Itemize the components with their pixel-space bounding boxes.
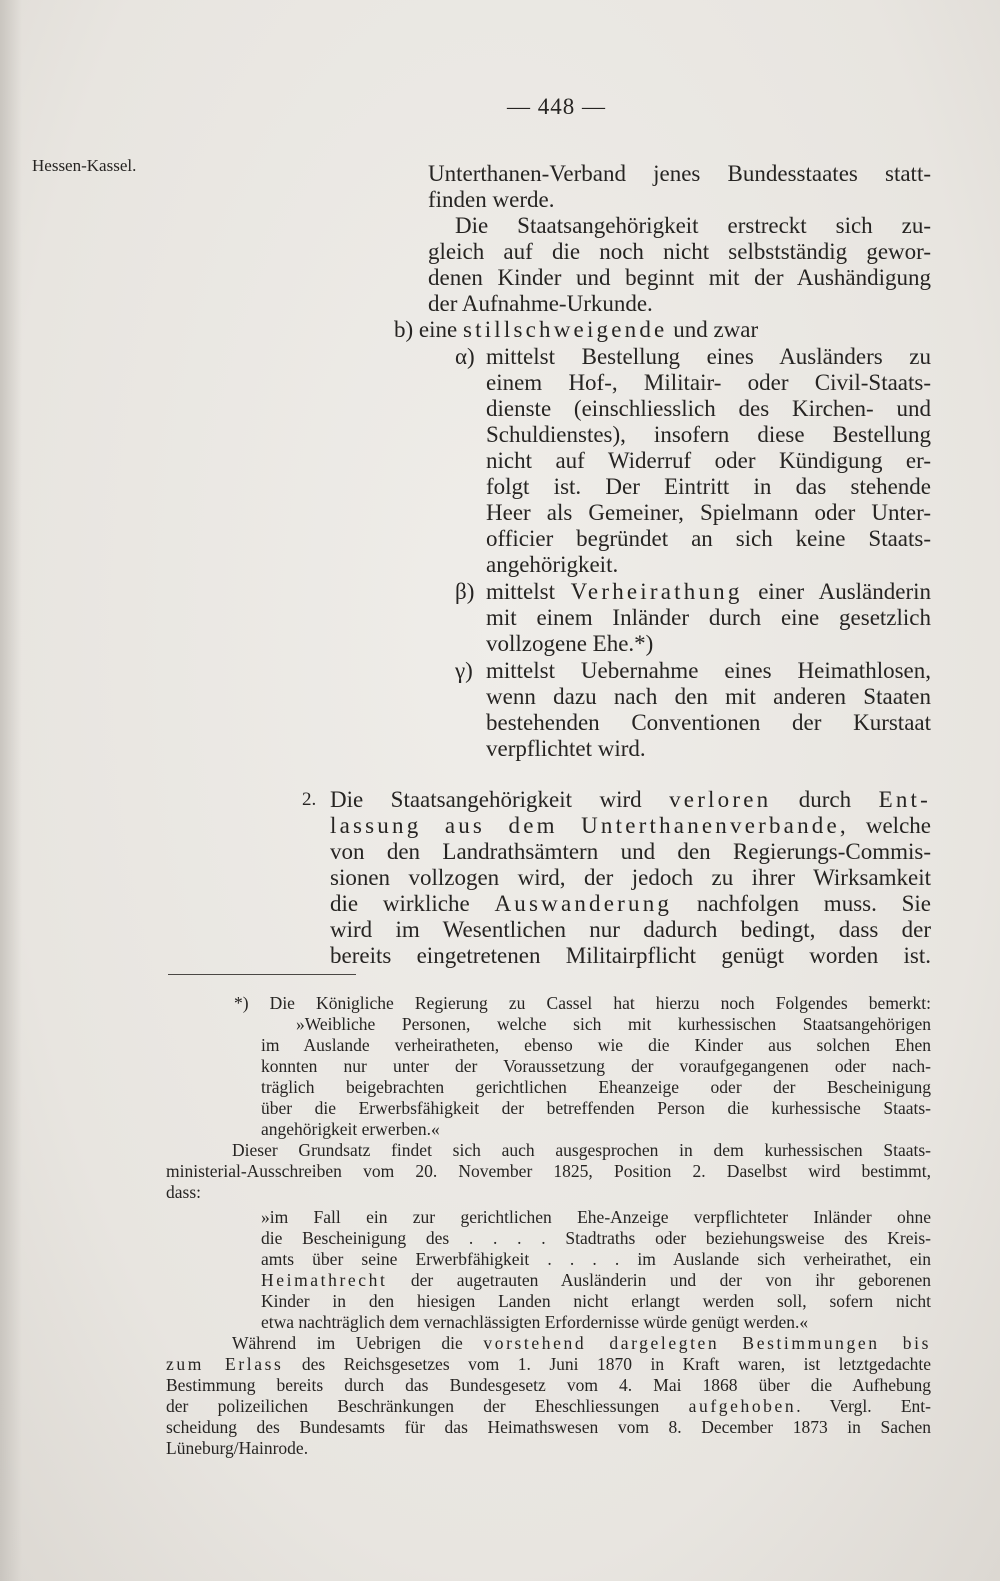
body-line <box>330 813 931 839</box>
footnote-rule <box>168 974 356 975</box>
footnote-line: *) Die Königliche Regierung zu Cassel hat hierzu noch Folgendes bemerkt: <box>234 993 931 1013</box>
footnote-line <box>166 1354 931 1374</box>
body-line: finden werde. <box>428 187 555 212</box>
spaced-text: lassung aus dem Unterthanenverbande <box>330 813 840 838</box>
body-line: nicht auf Widerruf oder Kündigung er- <box>486 448 931 473</box>
body-line: sionen vollzogen wird, der jedoch zu ihrer Wirksamkeit <box>330 865 931 890</box>
body-line: mittelst Bestellung eines Ausländers zu <box>486 344 931 369</box>
body-line: Unterthanen-Verband jenes Bundesstaates statt- <box>428 161 931 186</box>
footnote-line: scheidung des Bundesamts für das Heimathswesen vom 8. December 1873 in Sachen <box>166 1417 931 1437</box>
margin-note: Hessen-Kassel. <box>32 156 137 175</box>
page-number: — 448 — <box>507 94 606 119</box>
body-line: wenn dazu nach den mit anderen Staaten <box>486 684 931 709</box>
footnote-line: Bestimmung bereits durch das Bundesgesetz vom 4. Mai 1868 über die Aufhebung <box>166 1375 931 1395</box>
body-line: Heer als Gemeiner, Spielmann oder Unter- <box>486 500 931 525</box>
footnote-line: Dieser Grundsatz findet sich auch ausgesprochen in dem kurhessischen Staats- <box>232 1140 931 1160</box>
body-line: denen Kinder und beginnt mit der Aushändigung <box>428 265 931 290</box>
body-line: angehörigkeit. <box>486 552 619 577</box>
text: die wirkliche <box>330 891 495 916</box>
body-line: verpflichtet wird. <box>486 736 646 761</box>
footnote-line: »Weibliche Personen, welche sich mit kurhessischen Staatsangehörigen <box>296 1014 931 1034</box>
body-line: bestehenden Conventionen der Kurstaat <box>486 710 931 735</box>
body-line: dienste (einschliesslich des Kirchen- und <box>486 396 931 421</box>
spaced-text: vorstehend dargelegten Bestimmungen bis <box>483 1333 931 1353</box>
spaced-text: stillschweigende <box>462 317 668 342</box>
body-line-b <box>394 317 758 343</box>
text: . Vergl. Ent- <box>796 1396 931 1416</box>
footnote-line: dass: <box>166 1182 201 1202</box>
body-line <box>486 579 931 605</box>
text: mittelst <box>486 579 571 604</box>
enum-alpha: α) <box>455 344 475 369</box>
spaced-text: Auswanderung <box>494 891 673 916</box>
footnote-line: ministerial-Ausschreiben vom 20. November 1825, Position 2. Daselbst wird bestimmt, <box>166 1161 931 1181</box>
text: des Reichsgesetzes vom 1. Juni 1870 in Kraft waren, ist letztgedachte <box>283 1354 931 1374</box>
body-line <box>330 787 931 813</box>
text: Während im Uebrigen die <box>232 1333 484 1353</box>
page-edge-shadow <box>0 0 22 1581</box>
body-line: mittelst Uebernahme eines Heimathlosen, <box>486 658 931 683</box>
text: durch <box>771 787 879 812</box>
spaced-text: verloren <box>669 787 772 812</box>
text: einer Ausländerin <box>742 579 931 604</box>
body-line: Die Staatsangehörigkeit erstreckt sich zu- <box>455 213 931 238</box>
footnote-line: Lüneburg/Hainrode. <box>166 1438 309 1458</box>
spaced-text: zum Erlass <box>166 1354 284 1374</box>
body-line: wird im Wesentlichen nur dadurch bedingt, dass der <box>330 917 931 942</box>
spaced-text: Ent- <box>878 787 931 812</box>
footnote-quote-line: die Bescheinigung des . . . . Stadtraths oder beziehungsweise des Kreis- <box>261 1228 931 1248</box>
body-line: vollzogene Ehe.*) <box>486 631 654 656</box>
footnote-line: über die Erwerbsfähigkeit der betreffenden Person die kurhessische Staats- <box>261 1098 931 1118</box>
spaced-text: Heimathrecht <box>261 1270 388 1290</box>
footnote-line: konnten nur unter der Voraussetzung der voraufgegangenen oder nach- <box>261 1056 931 1076</box>
text: , welche <box>839 813 931 838</box>
enum-2: 2. <box>302 789 317 810</box>
body-line: der Aufnahme-Urkunde. <box>428 291 653 316</box>
body-line: gleich auf die noch nicht selbstständig gewor- <box>428 239 931 264</box>
footnote-quote-line: etwa nachträglich dem vernachlässigten Erfordernisse würde genügt werden.« <box>261 1312 809 1332</box>
body-line: Schuldienstes), insofern diese Bestellung <box>486 422 931 447</box>
spaced-text: Verheirathung <box>570 579 743 604</box>
footnote-quote-line <box>261 1270 931 1290</box>
spaced-text: aufgehoben <box>688 1396 797 1416</box>
body-line: mit einem Inländer durch eine gesetzlich <box>486 605 931 630</box>
text: und zwar <box>667 317 759 342</box>
footnote-line: im Auslande verheiratheten, ebenso wie die Kinder aus solchen Ehen <box>261 1035 931 1055</box>
enum-beta: β) <box>455 579 475 604</box>
footnote-line: träglich beigebrachten gerichtlichen Eheanzeige oder der Bescheinigung <box>261 1077 931 1097</box>
body-line: von den Landrathsämtern und den Regierungs-Commis- <box>330 839 931 864</box>
footnote-line <box>166 1396 931 1416</box>
enum-gamma: γ) <box>455 658 473 683</box>
text: nachfolgen muss. Sie <box>672 891 931 916</box>
footnote-quote-line: Kinder in den hiesigen Landen nicht erlangt werden soll, sofern nicht <box>261 1291 931 1311</box>
text: b) eine <box>394 317 463 342</box>
body-line: einem Hof-, Militair- oder Civil-Staats- <box>486 370 931 395</box>
footnote-line: angehörigkeit erwerben.« <box>261 1119 440 1139</box>
footnote-line <box>232 1333 931 1353</box>
body-line: bereits eingetretenen Militairpflicht genügt worden ist. <box>330 943 931 968</box>
body-line: folgt ist. Der Eintritt in das stehende <box>486 474 931 499</box>
text: der augetrauten Ausländerin und der von ihr geborenen <box>387 1270 931 1290</box>
footnote-quote-line: »im Fall ein zur gerichtlichen Ehe-Anzeige verpflichteter Inländer ohne <box>261 1207 931 1227</box>
text: der polizeilichen Beschränkungen der Eheschliessungen <box>166 1396 689 1416</box>
text: Die Staatsangehörigkeit wird <box>330 787 670 812</box>
body-line: officier begründet an sich keine Staats- <box>486 526 931 551</box>
footnote-quote-line: amts über seine Erwerbfähigkeit . . . . im Auslande sich verheirathet, ein <box>261 1249 931 1269</box>
body-line <box>330 891 931 917</box>
